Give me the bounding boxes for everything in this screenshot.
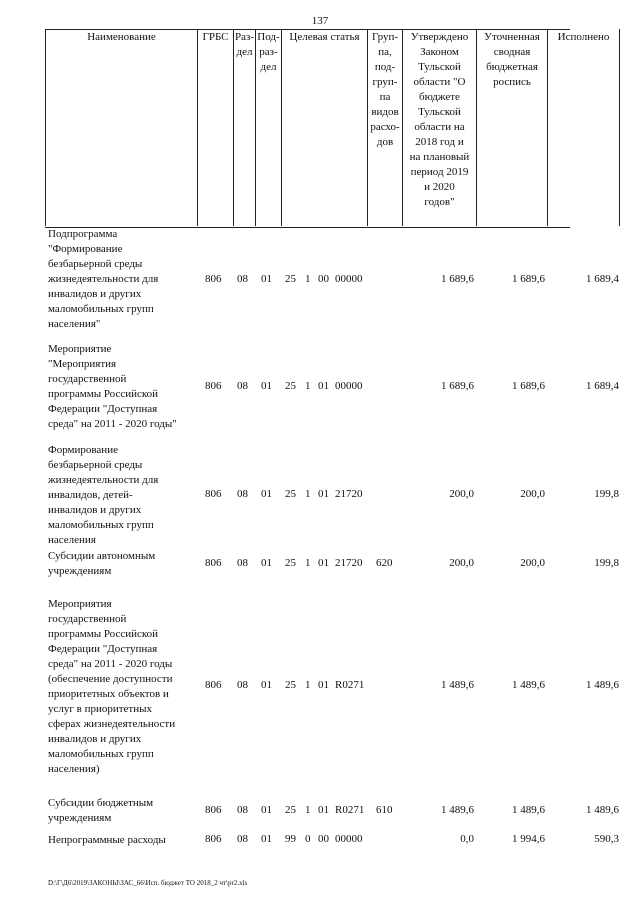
cell-ts2: 1 [305,804,311,816]
row-name: Формирование безбарьерной среды жизнедеятельности для инвалидов, детей- инвалидов и других маломобильных групп населения [48,444,159,546]
cell-refined: 1 489,6 [512,804,545,816]
footer-file-path: D:\Г\Д6\2019\ЗАКОНЫ\ЗАС_66\Исп. бюджет ТО 2018_2 чт\pr2.xls [48,879,248,887]
header-target: Целевая статья [281,29,367,226]
cell-approved: 1 689,6 [441,380,474,392]
cell-executed: 1 489,6 [586,679,619,691]
row-name: Субсидии бюджетным учреждениям [48,797,154,824]
cell-ts1: 25 [285,557,296,569]
cell-executed: 590,3 [594,833,619,845]
cell-executed: 1 689,4 [586,380,619,392]
cell-grbs: 806 [205,273,222,285]
cell-grbs: 806 [205,804,222,816]
header-podrazdel: Под- раз- дел [255,29,281,226]
header-group: Груп- па, под- груп- па видов расхо- дов [367,29,402,226]
cell-ts3: 01 [318,804,329,816]
cell-pr: 01 [261,679,272,691]
cell-rz: 08 [237,488,248,500]
cell-executed: 1 489,6 [586,804,619,816]
header-razdel: Раз- дел [233,29,255,226]
cell-grbs: 806 [205,488,222,500]
cell-ts4: 21720 [335,557,363,569]
cell-ts3: 01 [318,380,329,392]
cell-ts1: 25 [285,380,296,392]
cell-grbs: 806 [205,833,222,845]
cell-pr: 01 [261,833,272,845]
header-refined: Уточненная сводная бюджетная роспись [476,29,547,226]
cell-approved: 200,0 [449,488,474,500]
cell-rz: 08 [237,273,248,285]
row-name: Субсидии автономным учреждениям [48,550,156,577]
cell-ts2: 0 [305,833,311,845]
cell-ts1: 25 [285,273,296,285]
cell-ts2: 1 [305,557,311,569]
cell-rz: 08 [237,557,248,569]
cell-refined: 1 689,6 [512,380,545,392]
cell-pr: 01 [261,804,272,816]
cell-ts3: 00 [318,833,329,845]
cell-rz: 08 [237,833,248,845]
cell-ts3: 01 [318,557,329,569]
header-approved: Утверждено Законом Тульской области "О бюджете Тульской области на 2018 год и на плановый период 2019 и 2020 годов" [402,29,476,226]
cell-vr: 620 [376,557,393,569]
cell-ts4: 00000 [335,833,363,845]
cell-pr: 01 [261,488,272,500]
cell-pr: 01 [261,557,272,569]
row-name: Мероприятия государственной программы Российской Федерации "Доступная среда" на 2011 - 2020 годы (обеспечение доступности приоритетных объектов и услуг в приоритетных сферах жизнедеятельности инвалидов и других маломобильных групп населения) [48,598,176,775]
row-name: Непрограммные расходы [48,834,166,846]
row-name: Мероприятие "Мероприятия государственной программы Российской Федерации "Доступная среда" на 2011 - 2020 годы" [48,343,177,430]
cell-refined: 1 994,6 [512,833,545,845]
cell-ts1: 25 [285,488,296,500]
cell-ts3: 01 [318,679,329,691]
cell-ts3: 01 [318,488,329,500]
cell-grbs: 806 [205,557,222,569]
cell-ts4: R0271 [335,679,365,691]
row-name: Подпрограмма "Формирование безбарьерной среды жизнедеятельности для инвалидов и других маломобильных групп населения" [48,228,159,330]
cell-grbs: 806 [205,679,222,691]
cell-ts2: 1 [305,488,311,500]
cell-ts3: 00 [318,273,329,285]
cell-refined: 1 489,6 [512,679,545,691]
cell-approved: 1 689,6 [441,273,474,285]
cell-approved: 0,0 [460,833,474,845]
cell-refined: 1 689,6 [512,273,545,285]
cell-ts1: 25 [285,804,296,816]
header-grbs: ГРБС [197,29,233,226]
cell-ts2: 1 [305,273,311,285]
header-name: Наименование [45,29,197,226]
cell-executed: 199,8 [594,557,619,569]
cell-executed: 199,8 [594,488,619,500]
header-executed: Исполнено [547,29,620,226]
cell-ts4: 00000 [335,273,363,285]
cell-approved: 1 489,6 [441,804,474,816]
cell-refined: 200,0 [520,488,545,500]
cell-vr: 610 [376,804,393,816]
page-number: 137 [311,15,329,27]
cell-rz: 08 [237,679,248,691]
cell-rz: 08 [237,804,248,816]
cell-grbs: 806 [205,380,222,392]
cell-pr: 01 [261,380,272,392]
cell-approved: 1 489,6 [441,679,474,691]
cell-ts1: 25 [285,679,296,691]
cell-refined: 200,0 [520,557,545,569]
cell-ts4: R0271 [335,804,365,816]
cell-ts1: 99 [285,833,296,845]
cell-ts4: 21720 [335,488,363,500]
cell-ts2: 1 [305,679,311,691]
cell-approved: 200,0 [449,557,474,569]
cell-ts2: 1 [305,380,311,392]
cell-ts4: 00000 [335,380,363,392]
cell-rz: 08 [237,380,248,392]
cell-pr: 01 [261,273,272,285]
cell-executed: 1 689,4 [586,273,619,285]
